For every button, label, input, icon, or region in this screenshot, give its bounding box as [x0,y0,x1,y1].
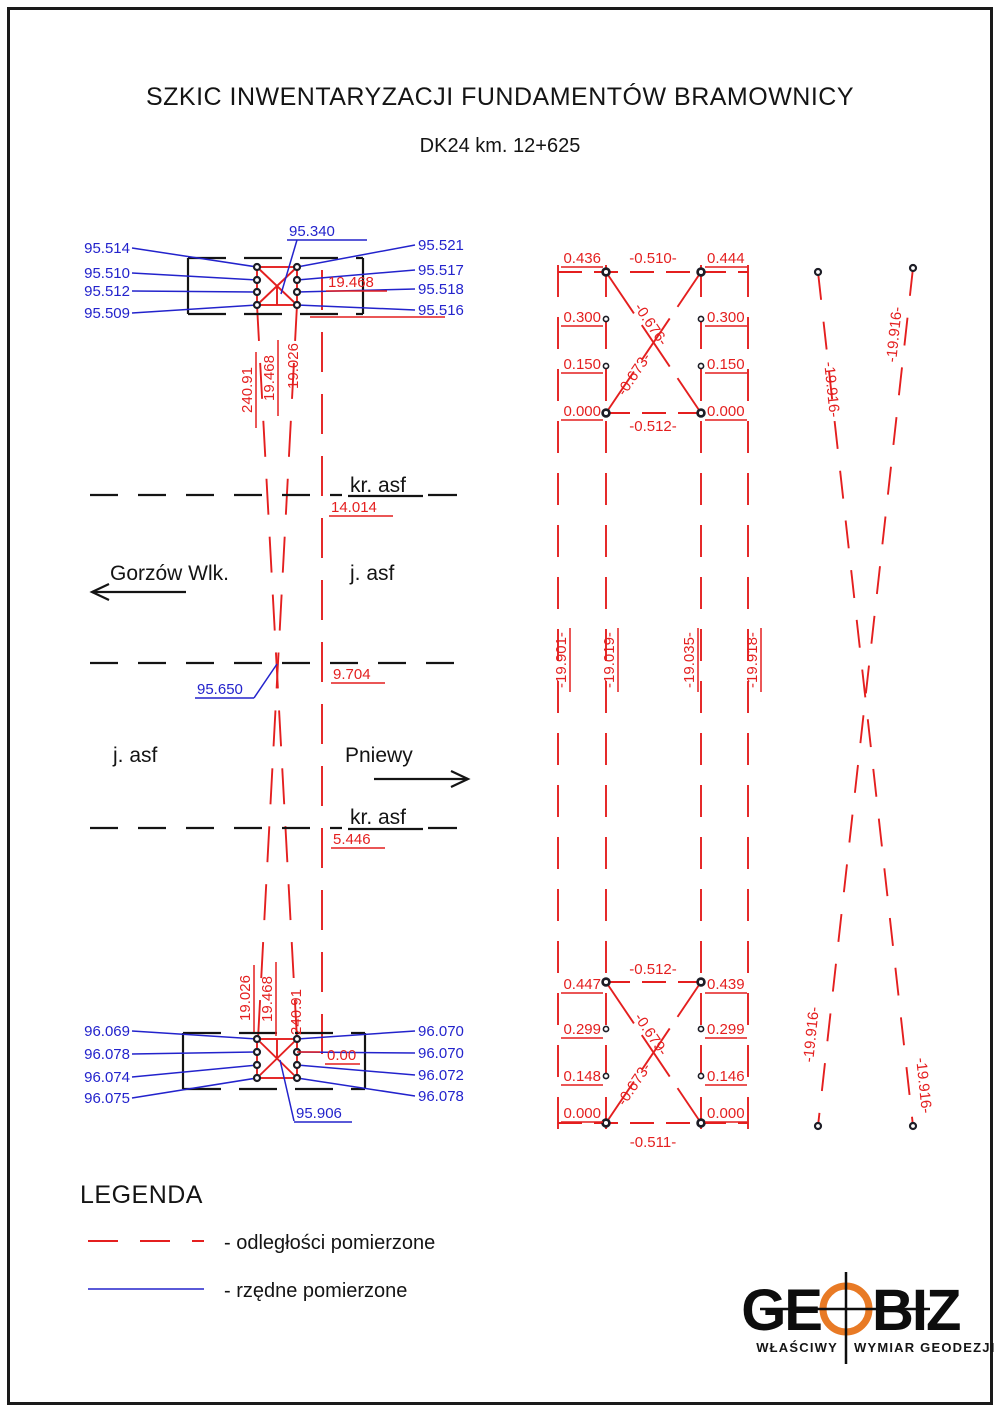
width-label: -0.512- [629,961,677,978]
logo-tagline-right: WYMIAR GEODEZJI [854,1340,996,1355]
elevation-label: 95.517 [418,262,464,279]
elevation-label: 95.521 [418,237,464,254]
distance-label: 19.468 [261,355,278,401]
elevation-label: 95.906 [296,1105,342,1122]
cross-distances-view [800,265,935,1129]
elevation-label: 96.072 [418,1067,464,1084]
diagonal-distance-label: -19.916- [820,360,843,419]
road-edge-label: kr. asf [350,806,407,829]
diagonal-label: -0.673- [613,1060,655,1109]
surface-label: j. asf [113,744,158,767]
top-foundation-plan [84,223,464,428]
elevation-label: 95.340 [289,223,335,240]
offsets-length-labels [553,628,761,692]
surface-label: j. asf [350,562,395,585]
offset-label: 0.299 [563,1021,601,1038]
elevation-label: 96.070 [418,1045,464,1062]
diagonal-label: -0.679- [630,1010,672,1059]
direction-label: Gorzów Wlk. [110,562,230,585]
elevation-label: 96.069 [84,1023,130,1040]
offset-label: 0.000 [563,1105,601,1122]
elevation-label: 95.509 [84,305,130,322]
width-label: -0.511- [629,1134,677,1151]
diagonal-label: -0.673- [613,350,655,399]
diagonal-distance-label: -19.916- [912,1056,935,1115]
length-label: -19.035- [681,632,698,688]
page-subtitle: DK24 km. 12+625 [419,135,581,157]
diagonal-distance-label: -19.916- [883,305,906,364]
offset-label: 0.447 [563,976,601,993]
page-title: SZKIC INWENTARYZACJI FUNDAMENTÓW BRAMOWNICY [145,83,855,111]
elevation-label: 95.512 [84,283,130,300]
elevation-label: 96.074 [84,1069,130,1086]
length-label: -19.019- [601,632,618,688]
width-label: -0.510- [629,250,677,267]
offset-label: 0.444 [707,250,745,267]
offset-label: 0.000 [707,1105,745,1122]
offsets-bottom-cluster [558,961,748,1151]
offset-label: 0.300 [707,309,745,326]
offsets-top-cluster [558,250,748,435]
logo-word-end: BIZ [872,1278,960,1343]
legend-title: LEGENDA [80,1181,203,1209]
elevation-label: 95.516 [418,302,464,319]
distance-label: 0.00 [327,1047,357,1064]
width-label: -0.512- [629,418,677,435]
offset-label: 0.000 [563,403,601,420]
offset-label: 0.150 [563,356,601,373]
legend-item-label: - rzędne pomierzone [224,1280,408,1302]
length-label: -19.918- [744,632,761,688]
logo-tagline-left: WŁAŚCIWY [756,1340,838,1355]
elevation-label: 96.078 [418,1088,464,1105]
offset-label: 0.000 [707,403,745,420]
offset-label: 0.436 [563,250,601,267]
direction-label: Pniewy [345,744,413,767]
road-edge-label: kr. asf [350,474,407,497]
offsets-elevation-view [553,250,761,1151]
logo-word-start: GE [741,1278,821,1343]
offset-label: 0.150 [707,356,745,373]
offset-label: 0.299 [707,1021,745,1038]
title-block [146,82,854,157]
offset-label: 0.300 [563,309,601,326]
elevation-label: 95.650 [197,681,243,698]
elevation-label: 96.078 [84,1046,130,1063]
offset-label: 0.148 [563,1068,601,1085]
distance-label: 240.91 [239,367,256,413]
distance-label: 19.468 [328,274,374,291]
chainage-label: 9.704 [333,666,371,683]
bottom-foundation-plan [84,962,464,1122]
distance-label: 19.026 [285,343,302,389]
length-label: -19.901- [553,632,570,688]
legend [80,1181,435,1302]
legend-item-label: - odległości pomierzone [224,1232,436,1254]
geobiz-logo [741,1272,995,1364]
elevation-label: 96.070 [418,1023,464,1040]
offset-label: 0.146 [707,1068,745,1085]
offset-label: 0.439 [707,976,745,993]
chainage-label: 5.446 [333,831,371,848]
elevation-label: 95.510 [84,265,130,282]
distance-label: 19.468 [259,976,276,1022]
diagonal-label: -0.676- [630,300,672,349]
elevation-label: 95.514 [84,240,130,257]
distance-label: 19.026 [237,975,254,1021]
elevation-label: 96.075 [84,1090,130,1107]
diagonal-distance-label: -19.916- [800,1005,823,1064]
elevation-label: 95.518 [418,281,464,298]
chainage-label: 14.014 [331,499,377,516]
distance-label: 240.91 [288,989,305,1035]
